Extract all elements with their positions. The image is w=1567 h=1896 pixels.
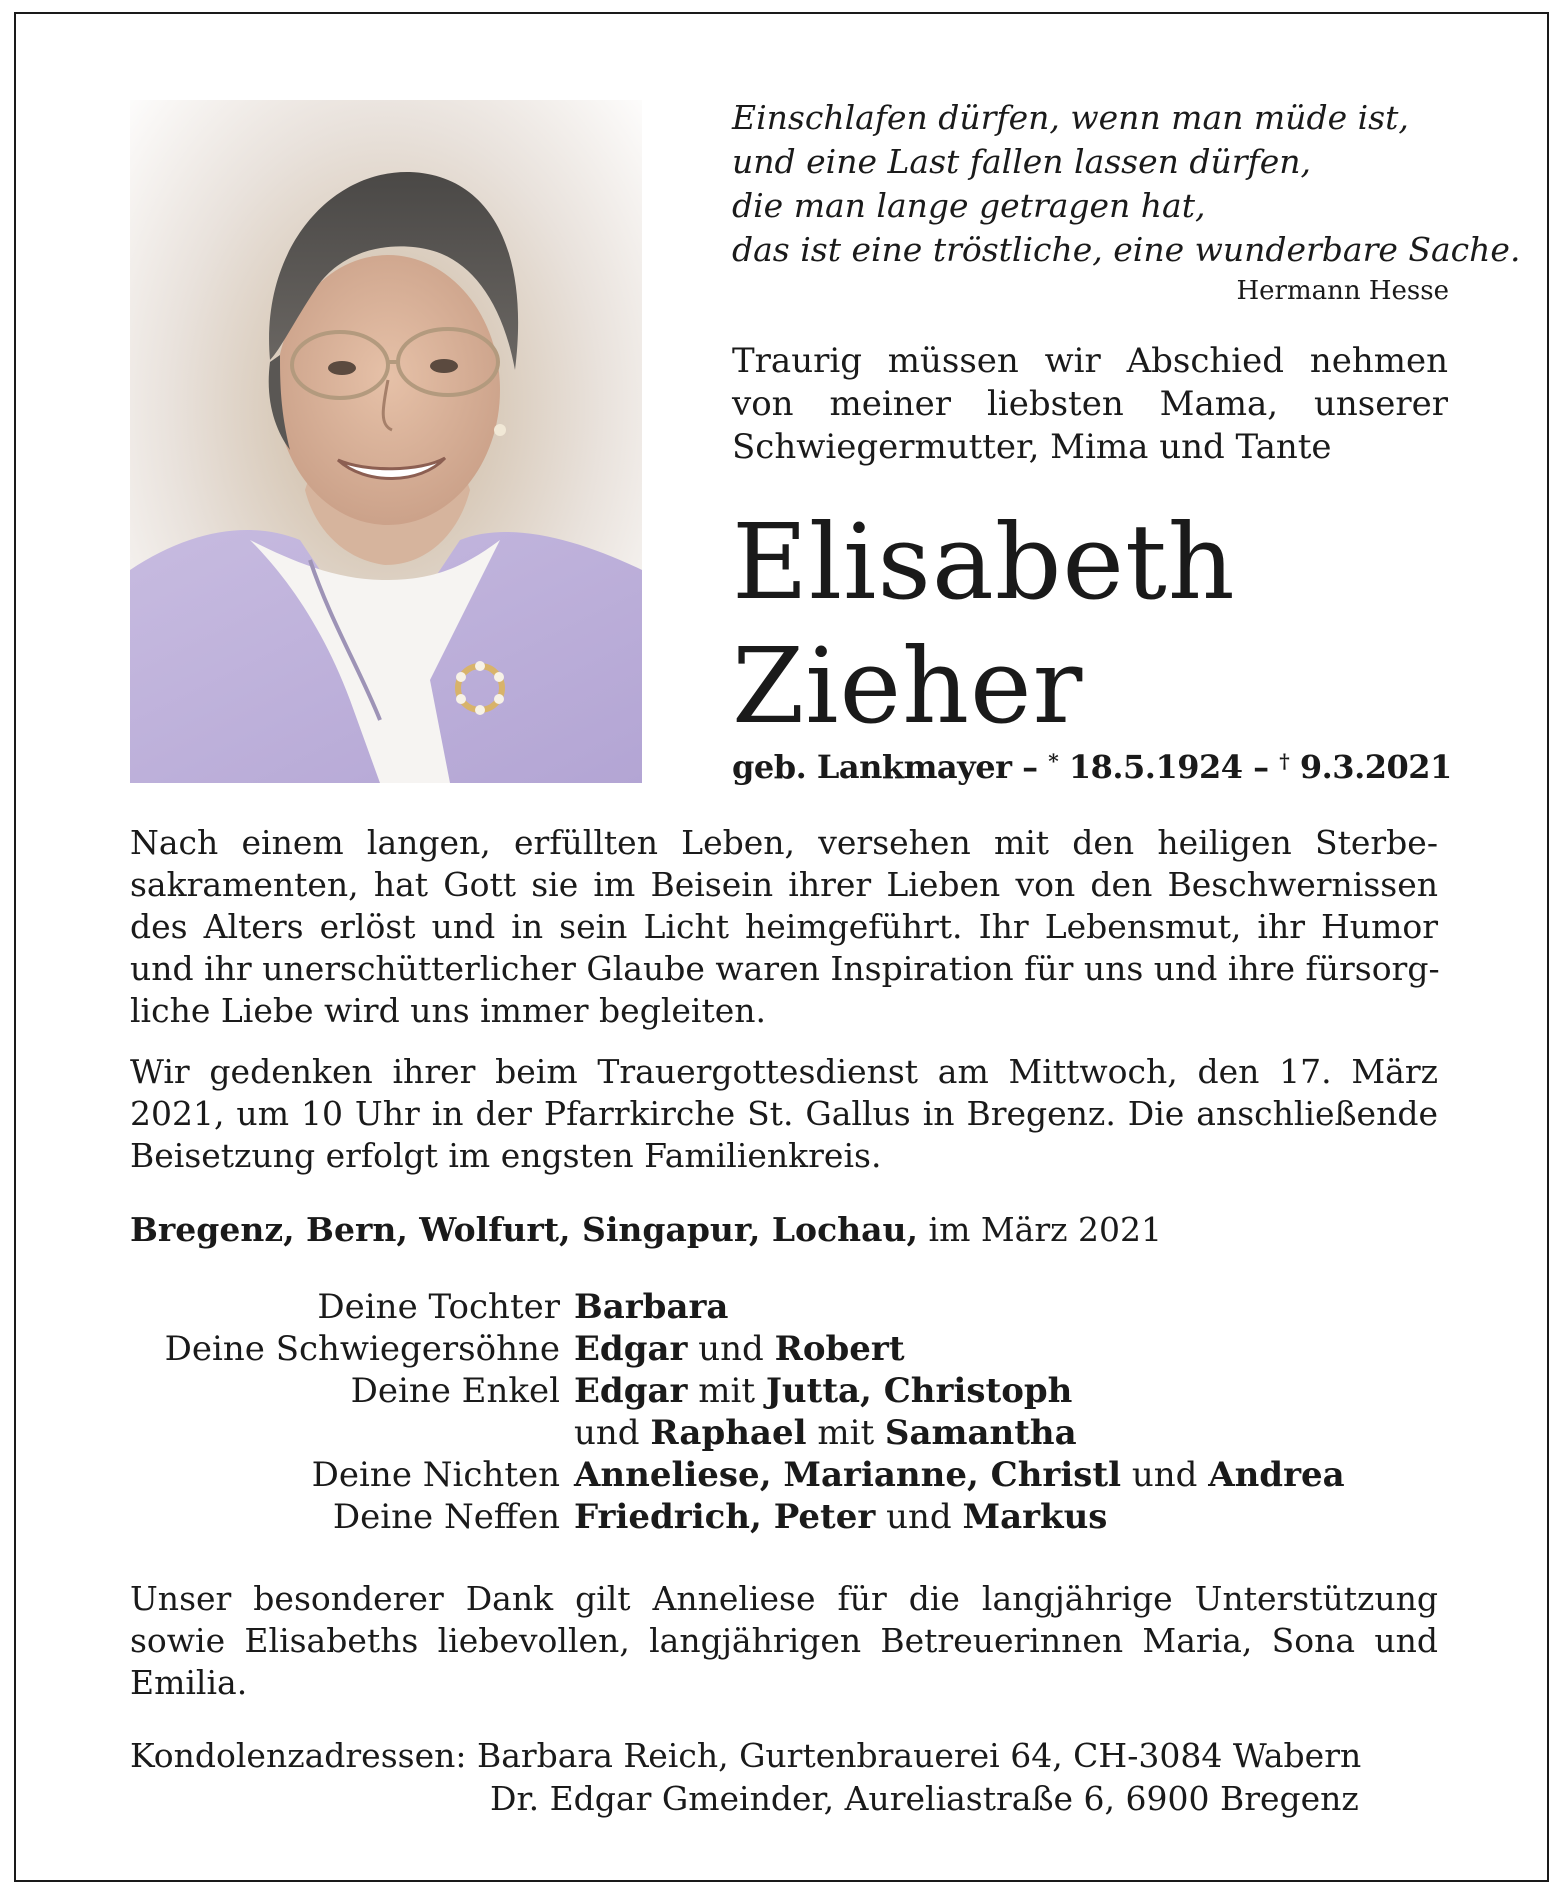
relation-names — [574, 1454, 1345, 1496]
paragraph-line: des Alters erlöst und in sein Licht heimgeführt. Ihr Lebensmut, ihr Humor — [130, 907, 1438, 946]
intro-line: Schwiegermutter, Mima und Tante — [732, 427, 1332, 467]
conjunction: und — [886, 1497, 952, 1537]
family-row-grandchildren — [130, 1370, 1450, 1412]
funeral-info-paragraph — [130, 1051, 1438, 1177]
relation-label-empty — [130, 1412, 574, 1454]
paragraph-line: liche Liebe wird uns immer begleiten. — [130, 991, 767, 1030]
relation-names — [574, 1370, 1072, 1412]
death-date: 9.3.2021 — [1299, 748, 1452, 786]
name: Raphael — [650, 1413, 807, 1453]
quote-author: Hermann Hesse — [1236, 276, 1449, 306]
paragraph-line: sowie Elisabeths liebevollen, langjährigen Betreuerinnen Maria, Sona und — [130, 1621, 1438, 1660]
paragraph-line: Beisetzung erfolgt im engsten Familienkreis. — [130, 1136, 882, 1175]
name: Markus — [962, 1497, 1108, 1537]
cities: Bregenz, Bern, Wolfurt, Singapur, Lochau, — [130, 1210, 919, 1249]
relation-label: Deine Neffen — [332, 1497, 560, 1537]
intro-text — [732, 340, 1448, 469]
intro-line: Traurig müssen wir Abschied nehmen — [732, 341, 1448, 381]
condolence-addresses — [130, 1734, 1361, 1820]
conjunction: mit — [698, 1371, 755, 1411]
deceased-name — [732, 500, 1236, 748]
family-row-grandchildren-cont — [130, 1412, 1450, 1454]
last-name: Zieher — [732, 625, 1084, 747]
date: im März 2021 — [928, 1210, 1162, 1249]
relation-names — [574, 1496, 1107, 1538]
name: Jutta, Christoph — [765, 1371, 1073, 1411]
name: Edgar — [574, 1329, 688, 1369]
family-row-sons-in-law — [130, 1328, 1450, 1370]
relation-label: Deine Schwiegersöhne — [164, 1329, 560, 1369]
paragraph-line: Wir gedenken ihrer beim Trauergottesdienst am Mittwoch, den 17. März — [130, 1052, 1438, 1091]
name: Robert — [774, 1329, 905, 1369]
paragraph-line: Emilia. — [130, 1663, 248, 1702]
thanks-paragraph — [130, 1578, 1438, 1704]
birth-symbol: * — [1048, 749, 1059, 773]
name: Anneliese, Marianne, Christl — [574, 1455, 1122, 1495]
paragraph-line: Nach einem langen, erfüllten Leben, versehen mit den heiligen Sterbe- — [130, 823, 1438, 862]
family-list — [130, 1286, 1450, 1538]
quote-line: die man lange getragen hat, — [732, 186, 1206, 225]
name: Samantha — [884, 1413, 1077, 1453]
first-name: Elisabeth — [732, 501, 1236, 623]
conjunction: und — [1131, 1455, 1198, 1495]
name: Barbara — [574, 1287, 729, 1327]
family-row-daughter — [130, 1286, 1450, 1328]
relation-label: Deine Tochter — [317, 1287, 560, 1327]
birth-name: geb. Lankmayer — [732, 748, 1012, 786]
relation-names — [574, 1412, 1077, 1454]
quote-line: Einschlafen dürfen, wenn man müde ist, — [732, 98, 1409, 137]
name: Andrea — [1208, 1455, 1345, 1495]
hesse-quote — [732, 96, 1521, 272]
condolence-address: Dr. Edgar Gmeinder, Aureliastraße 6, 6900 Bregenz — [490, 1779, 1359, 1818]
conjunction: und — [574, 1413, 640, 1453]
conjunction: mit — [817, 1413, 875, 1453]
paragraph-line: sakramenten, hat Gott sie im Beisein ihrer Lieben von den Beschwernissen — [130, 865, 1438, 904]
place-and-date — [130, 1210, 1162, 1249]
name: Edgar — [574, 1371, 688, 1411]
quote-line: das ist eine tröstliche, eine wunderbare Sache. — [732, 230, 1521, 269]
portrait-photo — [130, 100, 642, 783]
paragraph-line: Unser besonderer Dank gilt Anneliese für die langjährige Unterstützung — [130, 1579, 1438, 1618]
condolence-label: Kondolenzadressen: — [130, 1736, 467, 1775]
intro-line: von meiner liebsten Mama, unserer — [732, 384, 1448, 424]
paragraph-line: und ihr unerschütterlicher Glaube waren Inspiration für uns und ihre fürsorg- — [130, 949, 1440, 988]
obituary-paragraph — [130, 822, 1438, 1032]
family-row-nieces — [130, 1454, 1450, 1496]
family-row-nephews — [130, 1496, 1450, 1538]
paragraph-line: 2021, um 10 Uhr in der Pfarrkirche St. Gallus in Bregenz. Die anschließende — [130, 1094, 1438, 1133]
relation-names — [574, 1328, 905, 1370]
relation-label: Deine Enkel — [350, 1371, 560, 1411]
conjunction: und — [698, 1329, 764, 1369]
life-dates: geb. Lankmayer – * 18.5.1924 – † 9.3.2021 — [732, 748, 1452, 786]
quote-line: und eine Last fallen lassen dürfen, — [732, 142, 1312, 181]
death-symbol: † — [1279, 749, 1290, 773]
name: Friedrich, Peter — [574, 1497, 876, 1537]
relation-label: Deine Nichten — [311, 1455, 560, 1495]
condolence-address: Barbara Reich, Gurtenbrauerei 64, CH-3084 Wabern — [476, 1736, 1362, 1775]
birth-date: 18.5.1924 — [1068, 748, 1243, 786]
relation-names — [574, 1286, 728, 1328]
